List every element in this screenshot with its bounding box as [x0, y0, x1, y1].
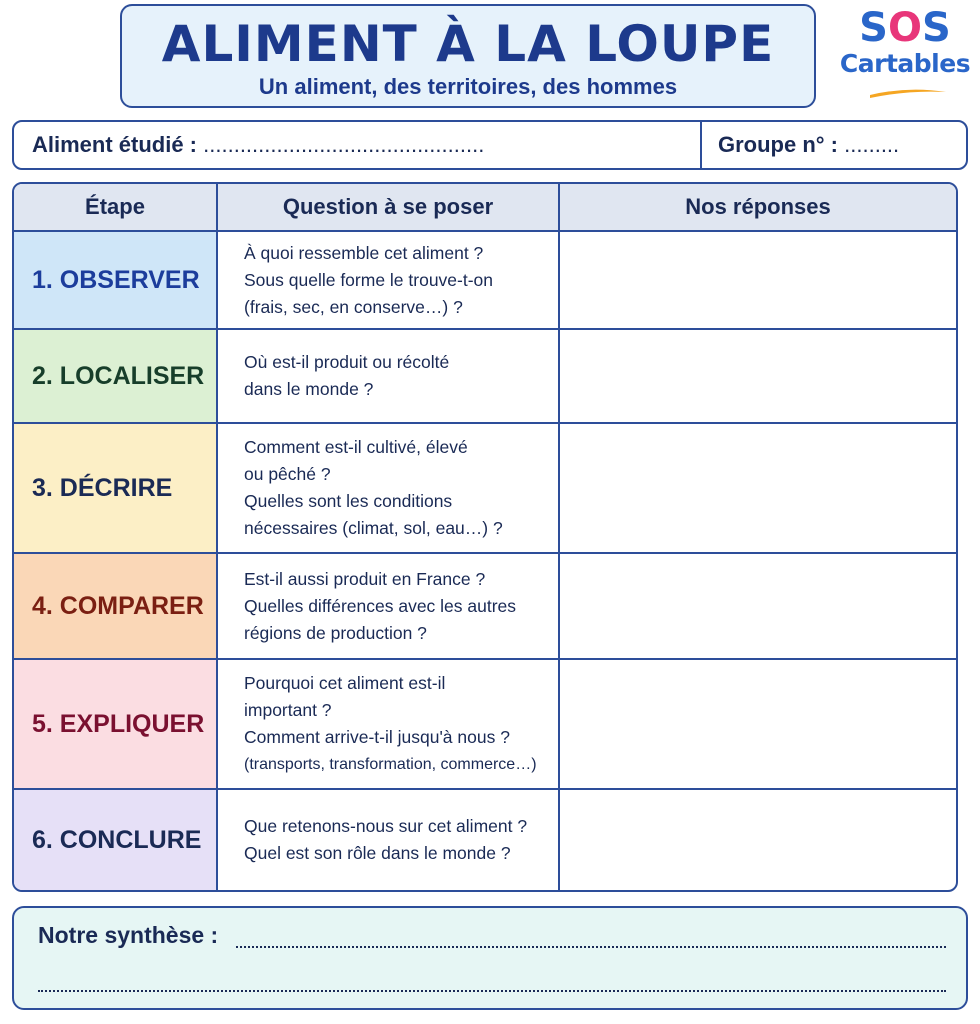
title-box — [120, 4, 816, 108]
question-line: Où est-il produit ou récolté — [244, 352, 450, 372]
page-title: ALIMENT À LA LOUPE — [161, 15, 775, 73]
answer-cell[interactable] — [560, 232, 956, 328]
question-line: nécessaires (climat, sol, eau…) ? — [244, 518, 503, 538]
table-row — [14, 790, 956, 890]
table-row — [14, 660, 956, 790]
question-line: Comment arrive-t-il jusqu'à nous ? — [244, 727, 510, 747]
question-line: Quelles sont les conditions — [244, 491, 453, 511]
question-line: important ? — [244, 700, 332, 720]
header-reponses: Nos réponses — [685, 194, 831, 219]
synthese-box — [12, 906, 968, 1010]
question-line: Est-il aussi produit en France ? — [244, 568, 486, 589]
page-subtitle: Un aliment, des territoires, des hommes — [258, 74, 678, 99]
question-cell — [218, 554, 560, 658]
sos-cartables-logo — [838, 5, 972, 96]
step-label: 5. EXPLIQUER — [14, 660, 218, 788]
step-label: 1. OBSERVER — [14, 232, 218, 328]
table-row — [14, 330, 956, 424]
steps-table — [12, 182, 958, 892]
header-etape: Étape — [14, 184, 218, 230]
answer-cell[interactable] — [560, 554, 956, 658]
logo-sos-text: SOS — [859, 5, 951, 51]
question-line: ou pêché ? — [244, 464, 331, 484]
question-cell — [218, 424, 560, 552]
question-line: (frais, sec, en conserve…) ? — [244, 296, 463, 317]
table-row — [14, 424, 956, 554]
answer-cell[interactable] — [560, 424, 956, 552]
answer-cell[interactable] — [560, 330, 956, 422]
question-line: Que retenons-nous sur cet aliment ? — [244, 816, 528, 836]
logo-swoosh-icon — [868, 86, 948, 100]
question-line: Comment est-il cultivé, élevé — [244, 437, 468, 457]
table-row — [14, 232, 956, 330]
synthese-line-2[interactable] — [38, 970, 946, 992]
step-label: 2. LOCALISER — [14, 330, 218, 422]
question-line: Quelles différences avec les autres — [244, 595, 517, 616]
aliment-field[interactable] — [14, 122, 702, 168]
question-line: dans le monde ? — [244, 379, 374, 399]
question-cell — [218, 330, 560, 422]
step-label: 6. CONCLURE — [14, 790, 218, 890]
table-header-row — [14, 184, 956, 232]
question-line: Sous quelle forme le trouve-t-on — [244, 269, 494, 290]
table-row — [14, 554, 956, 660]
synthese-label: Notre synthèse : — [38, 922, 219, 948]
question-line: Pourquoi cet aliment est-il — [244, 673, 446, 693]
question-line: (transports, transformation, commerce…) — [244, 756, 537, 773]
aliment-label: Aliment étudié : — [32, 132, 198, 157]
groupe-field[interactable] — [702, 122, 966, 168]
question-line: Quel est son rôle dans le monde ? — [244, 843, 511, 863]
answer-cell[interactable] — [560, 790, 956, 890]
logo-cartables-text: Cartables — [839, 49, 971, 78]
step-label: 3. DÉCRIRE — [14, 424, 218, 552]
question-cell — [218, 660, 560, 788]
synthese-line-1[interactable] — [236, 926, 946, 948]
groupe-dots: ......... — [844, 132, 900, 157]
step-label: 4. COMPARER — [14, 554, 218, 658]
info-row — [12, 120, 968, 170]
question-cell — [218, 232, 560, 328]
groupe-label: Groupe n° : — [718, 132, 839, 157]
aliment-dots: .............................................. — [203, 132, 485, 157]
answer-cell[interactable] — [560, 660, 956, 788]
header-question: Question à se poser — [218, 184, 560, 230]
question-line: régions de production ? — [244, 622, 427, 643]
question-line: À quoi ressemble cet aliment ? — [244, 242, 484, 263]
question-cell — [218, 790, 560, 890]
